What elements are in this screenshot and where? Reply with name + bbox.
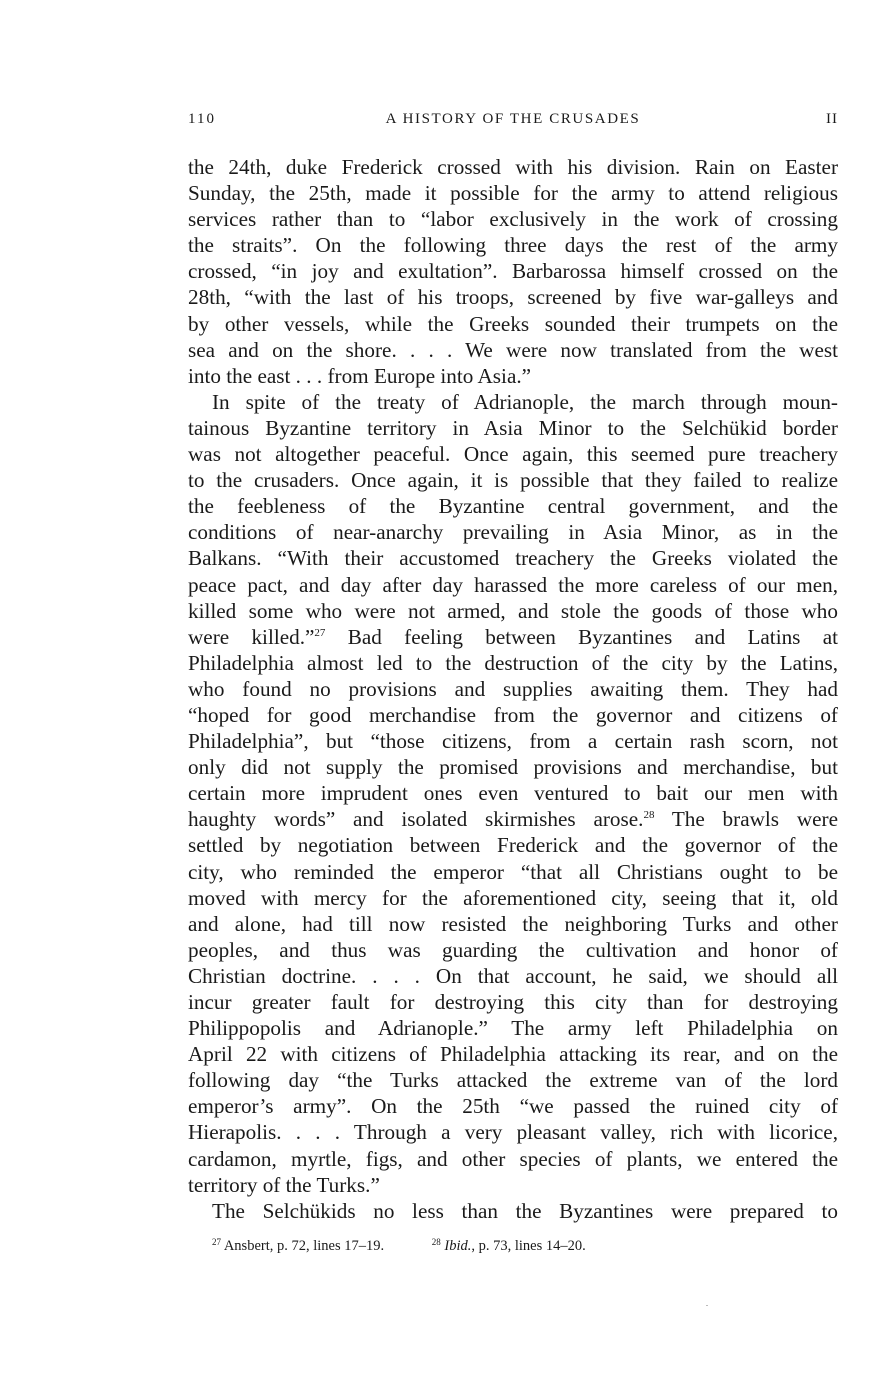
paragraph-2 — [188, 389, 838, 1198]
footnote-27 — [212, 1238, 384, 1254]
text-line: and alone, had till now resisted the neighboring Turks and other — [188, 911, 838, 936]
paragraph-3 — [188, 1198, 838, 1224]
text-line: In spite of the treaty of Adrianople, the march through moun- — [212, 389, 838, 414]
text-line: the straits”. On the following three days the rest of the army — [188, 233, 838, 258]
text-line: cardamon, myrtle, figs, and other species of plants, we entered the — [188, 1146, 838, 1171]
text-line: certain more imprudent ones even ventured to bait our men with — [188, 781, 838, 806]
text-line — [188, 806, 838, 832]
text-line: by other vessels, while the Greeks sounded their trumpets on the — [188, 311, 838, 336]
footnote-number: 27 — [212, 1237, 221, 1247]
chapter-number: II — [826, 111, 838, 127]
text-line: city, who reminded the emperor “that all Christians ought to be — [188, 859, 838, 884]
body-text — [188, 154, 838, 1224]
text-line: “hoped for good merchandise from the governor and citizens of — [188, 702, 838, 727]
footnote-text: , p. 73, lines 14–20. — [471, 1238, 586, 1254]
text-line: services rather than to “labor exclusively in the work of crossing — [188, 207, 838, 232]
text-line: 28th, “with the last of his troops, screened by five war-galleys and — [188, 285, 838, 310]
line-text: were killed.” — [188, 624, 315, 649]
text-line: Christian doctrine. . . . On that account, he said, we should all — [188, 963, 838, 988]
text-line: following day “the Turks attacked the extreme van of the lord — [188, 1068, 838, 1093]
paper-speck — [706, 1305, 708, 1306]
footnote-ibid: Ibid. — [444, 1238, 472, 1254]
footnote-ref-27[interactable]: 27 — [314, 626, 326, 639]
text-line: Balkans. “With their accustomed treachery the Greeks violated the — [188, 546, 838, 571]
text-line — [188, 624, 838, 650]
text-line: incur greater fault for destroying this city than for destroying — [188, 990, 838, 1014]
text-line: into the east . . . from Europe into Asia.” — [188, 363, 532, 388]
page-number: 110 — [188, 111, 216, 127]
footnote-ref-28[interactable]: 28 — [643, 809, 655, 822]
text-line: the 24th, duke Frederick crossed with his division. Rain on Easter — [188, 155, 838, 179]
text-line: the feebleness of the Byzantine central government, and the — [188, 494, 838, 519]
line-text: The brawls were — [654, 807, 838, 832]
text-line: Sunday, the 25th, made it possible for the army to attend religious — [188, 181, 838, 206]
footnote-28 — [432, 1238, 586, 1254]
text-line: who found no provisions and supplies awaiting them. They had — [188, 676, 838, 701]
text-line: only did not supply the promised provisions and merchandise, but — [188, 755, 838, 780]
line-text: haughty words” and isolated skirmishes arose. — [188, 807, 644, 832]
text-line: settled by negotiation between Frederick and the governor of the — [188, 833, 838, 858]
footnotes — [212, 1238, 838, 1255]
text-line: sea and on the shore. . . . We were now translated from the west — [188, 337, 838, 362]
footnote-number: 28 — [431, 1237, 441, 1247]
text-line: was not altogether peaceful. Once again, this seemed pure treachery — [188, 442, 838, 467]
text-line: territory of the Turks.” — [188, 1172, 380, 1197]
text-line: Philadelphia”, but “those citizens, from a certain rash scorn, not — [188, 729, 838, 754]
text-line: tainous Byzantine territory in Asia Minor to the Selchükid border — [188, 415, 838, 440]
footnote-text: Ansbert, p. 72, lines 17–19. — [223, 1238, 385, 1254]
text-line: peoples, and thus was guarding the cultivation and honor of — [188, 937, 838, 962]
running-title: A HISTORY OF THE CRUSADES — [385, 111, 641, 127]
text-line: moved with mercy for the aforementioned city, seeing that it, old — [188, 885, 838, 910]
text-line: crossed, “in joy and exultation”. Barbarossa himself crossed on the — [188, 259, 838, 284]
text-line: April 22 with citizens of Philadelphia attacking its rear, and on the — [188, 1042, 838, 1067]
text-line: Philadelphia almost led to the destruction of the city by the Latins, — [188, 650, 838, 675]
text-line: peace pact, and day after day harassed the more careless of our men, — [188, 572, 838, 597]
text-line: The Selchükids no less than the Byzantines were prepared to — [212, 1198, 838, 1223]
text-line: conditions of near-anarchy prevailing in Asia Minor, as in the — [188, 520, 838, 545]
text-line: emperor’s army”. On the 25th “we passed the ruined city of — [188, 1094, 838, 1119]
text-line: Philippopolis and Adrianople.” The army left Philadelphia on — [188, 1016, 838, 1041]
text-line: Hierapolis. . . . Through a very pleasant valley, rich with licorice, — [188, 1120, 838, 1145]
line-text: Bad feeling between Byzantines and Latins at — [325, 624, 838, 649]
paragraph-1 — [188, 154, 838, 389]
running-header — [188, 111, 838, 135]
text-line: to the crusaders. Once again, it is possible that they failed to realize — [188, 468, 838, 493]
text-line: killed some who were not armed, and stole the goods of those who — [188, 598, 838, 623]
